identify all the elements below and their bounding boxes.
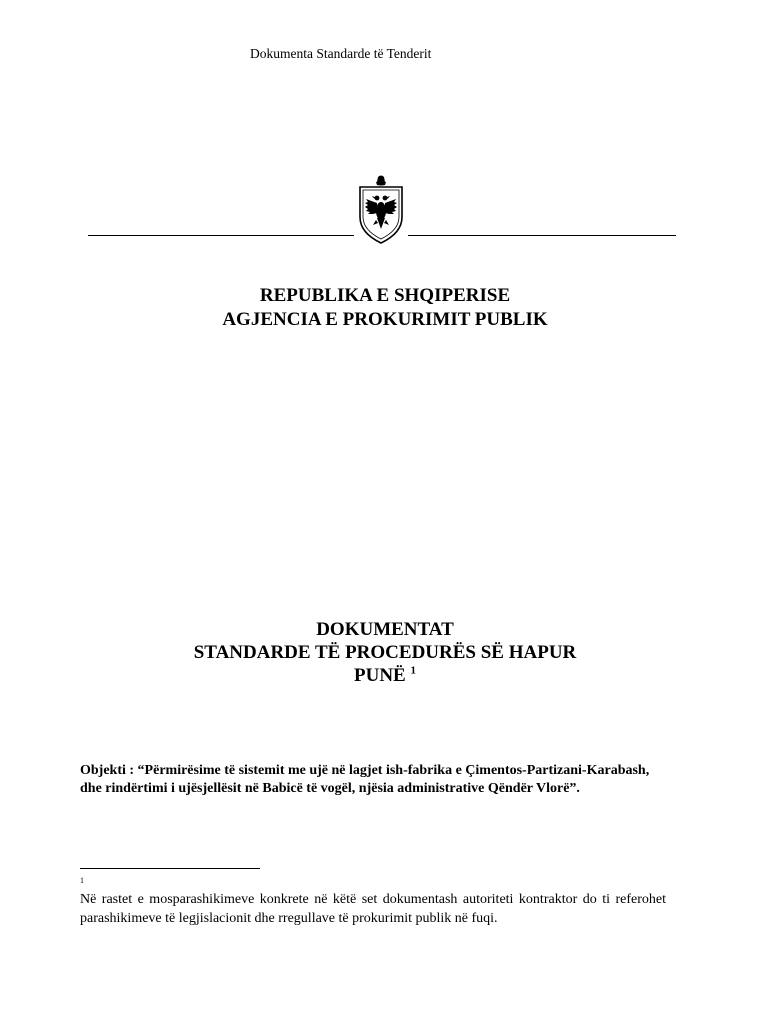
emblem-rule-right (408, 235, 676, 236)
document-title-line-3-text: PUNË (354, 665, 406, 686)
document-title-line-2: STANDARDE TË PROCEDURËS SË HAPUR (193, 642, 577, 663)
document-title-line-3 (0, 664, 770, 687)
authority-block (0, 284, 770, 332)
footnote-separator (80, 868, 260, 869)
document-title-line-1: DOKUMENTAT (316, 619, 454, 640)
running-header: Dokumenta Standarde të Tenderit (250, 46, 432, 61)
footnote-reference: 1 (410, 664, 416, 677)
footnote-text: Në rastet e mosparashikimeve konkrete në këtë set dokumentash autoriteti kontraktor do ti referohet parashikimeve të legjislacionit dhe rregullave të prokurimit publik në fuqi. (80, 892, 666, 926)
footnote-mark: 1 (80, 876, 84, 885)
document-title (0, 618, 770, 687)
republic-name: REPUBLIKA E SHQIPERISE (259, 285, 511, 306)
emblem-rule-left (88, 235, 354, 236)
tender-object-paragraph: Objekti : “Përmirësime të sistemit me ujë në lagjet ish-fabrika e Çimentos-Partizani-Karabash, dhe rindërtimi i ujësjellësit në Babicë të vogël, njësia administrative Qëndër Vlorë”. (80, 763, 650, 796)
albanian-coat-of-arms-icon (356, 173, 406, 245)
agency-name: AGJENCIA E PROKURIMIT PUBLIK (222, 309, 548, 330)
